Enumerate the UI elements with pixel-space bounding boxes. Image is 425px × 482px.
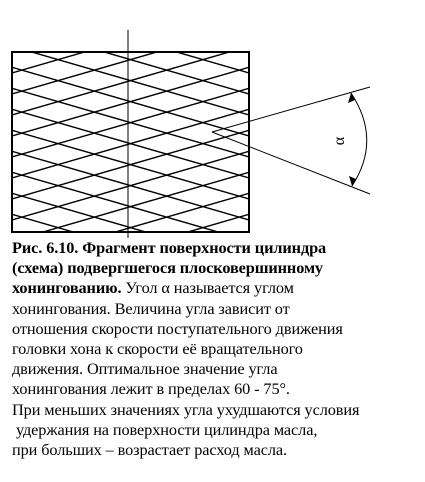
caption-bold-3: хонингованию. (12, 278, 122, 298)
caption-line-9: При меньших значениях угла ухудшаются условия (12, 399, 360, 419)
hatch-line (12, 0, 249, 52)
crosshatch-lines (12, 0, 249, 240)
angle-line-upper (212, 87, 370, 132)
caption-label: Рис. 6.10. (12, 238, 79, 257)
caption-line-7: движения. Оптимальное значение угла (12, 359, 278, 379)
angle-arc (351, 93, 367, 186)
hatch-line (12, 0, 249, 31)
cylinder-fragment-outline (12, 52, 249, 232)
caption-line-5: отношения скорости поступательного движения (12, 318, 343, 338)
caption-line-4: хонингования. Величина угла зависит от (12, 298, 290, 318)
hatch-line (12, 0, 249, 52)
caption-line-3 (12, 278, 422, 298)
honing-figure (0, 0, 425, 240)
caption-line-1 (12, 238, 422, 258)
hatch-line (12, 0, 249, 31)
caption-line-6: головки хона к скорости её вращательного (12, 339, 303, 359)
caption-line-10: удержания на поверхности цилиндра масла, (12, 419, 318, 439)
figure-caption (12, 238, 422, 460)
caption-text-3: Угол α называется углом (121, 278, 294, 298)
caption-line-8: хонингования лежит в пределах 60 - 75°. (12, 379, 290, 399)
angle-alpha-label: α (331, 136, 348, 146)
caption-bold-2: (схема) подвергшегося плосковершинному (12, 258, 323, 278)
caption-bold-1: Фрагмент поверхности цилиндра (78, 238, 327, 257)
caption-line-11: при больших – возрастает расход масла. (12, 440, 287, 460)
caption-line-2 (12, 258, 422, 278)
